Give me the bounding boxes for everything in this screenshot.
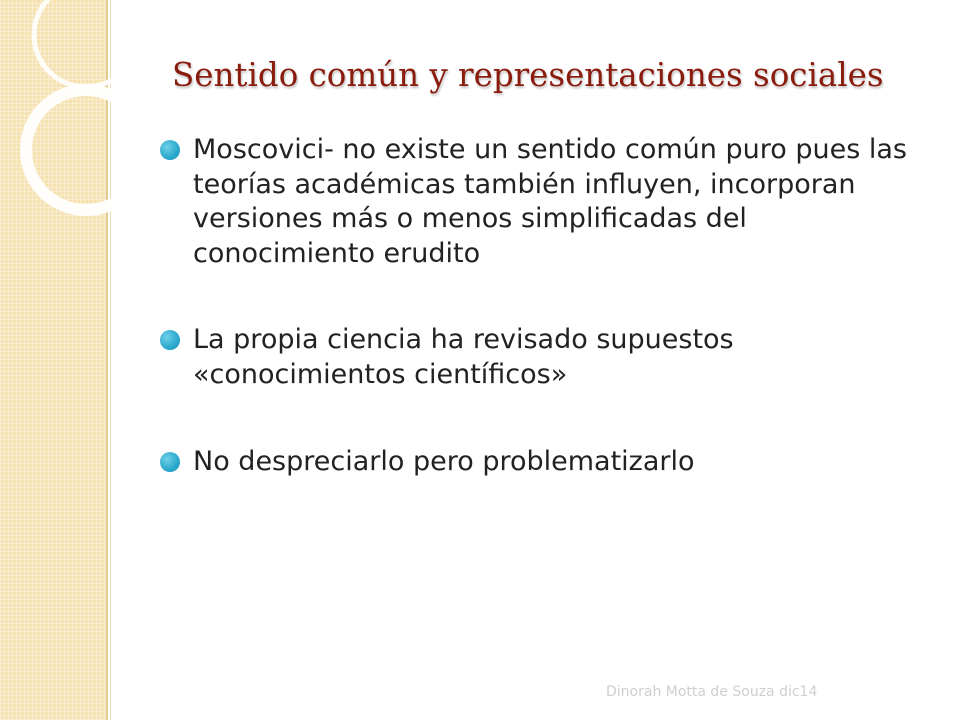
bullet-item bbox=[160, 323, 930, 392]
bullet-text: No despreciarlo pero problematizarlo bbox=[193, 445, 695, 477]
slide-title: Sentido común y representaciones sociales bbox=[172, 56, 884, 94]
bullet-text: Moscovici- no existe un sentido común puro pues las teorías académicas también influyen, incorporan versiones más o menos simplificadas del conocimiento erudito bbox=[193, 134, 907, 269]
footer-author-date: Dinorah Motta de Souza dic14 bbox=[606, 684, 818, 700]
decorative-ring-small bbox=[34, 0, 138, 87]
bullet-text: La propia ciencia ha revisado supuestos «conocimientos científicos» bbox=[193, 324, 734, 390]
circle-bullet-icon bbox=[160, 452, 180, 472]
bullet-item bbox=[160, 445, 930, 480]
decorative-ring-large bbox=[26, 90, 146, 210]
circle-bullet-icon bbox=[160, 140, 180, 160]
bullet-item bbox=[160, 133, 930, 271]
circle-bullet-icon bbox=[160, 330, 180, 350]
bullet-list bbox=[160, 133, 930, 531]
